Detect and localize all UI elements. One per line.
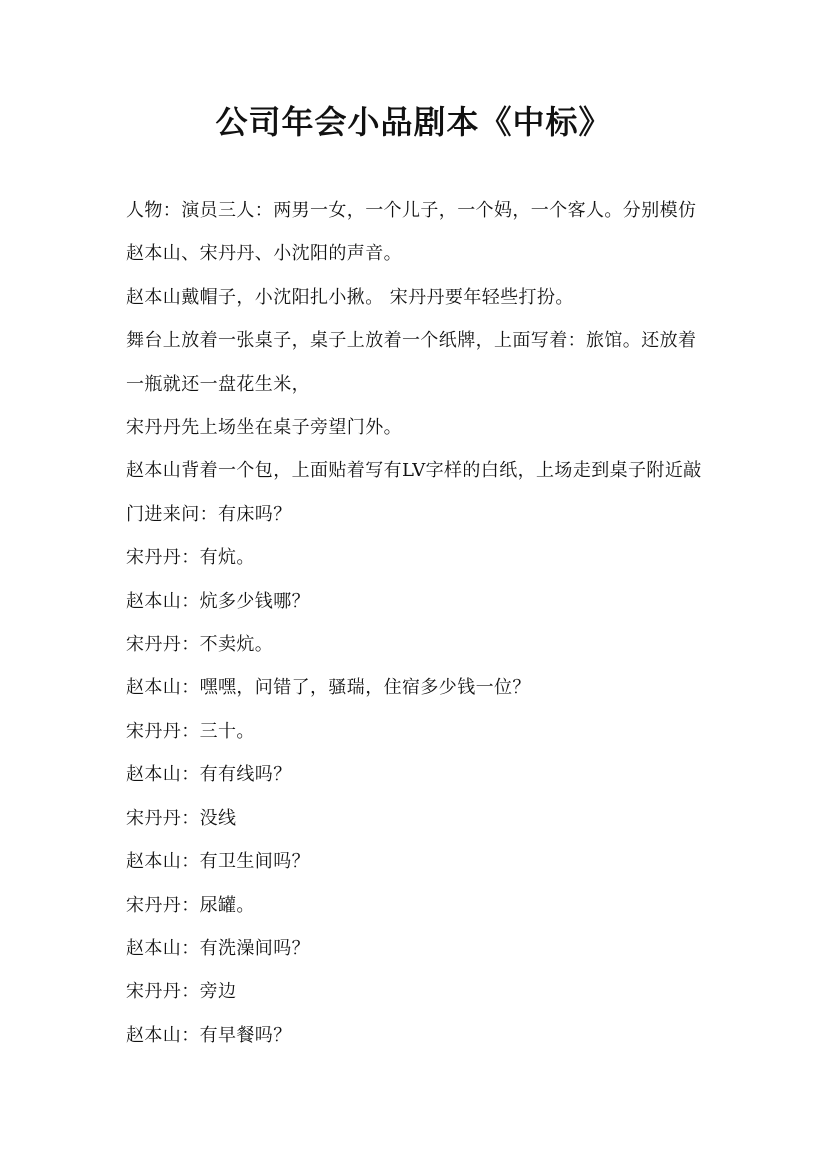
dialogue-line: 赵本山：有有线吗？	[126, 764, 292, 786]
paragraph-costume: 赵本山戴帽子，小沈阳扎小揪。 宋丹丹要年轻些打扮。	[126, 286, 574, 308]
dialogue-line: 赵本山：有早餐吗？	[126, 1024, 292, 1046]
dialogue-line: 赵本山：有洗澡间吗？	[126, 937, 310, 959]
dialogue-line: 宋丹丹：没线	[126, 807, 237, 829]
paragraph-characters: 人物：演员三人：两男一女，一个儿子，一个妈，一个客人。分别模仿赵本山、宋丹丹、小沈阳的声音。	[126, 200, 697, 265]
dialogue-line: 宋丹丹：尿罐。	[126, 894, 255, 916]
paragraph-stage-setup: 舞台上放着一张桌子，桌子上放着一个纸牌，上面写着：旅馆。还放着一瓶就还一盘花生米，	[126, 330, 697, 395]
paragraph-action: 赵本山背着一个包，上面贴着写有LV字样的白纸，上场走到桌子附近敲门进来问：有床吗？	[126, 460, 702, 525]
paragraph-entrance: 宋丹丹先上场坐在桌子旁望门外。	[126, 417, 402, 439]
dialogue-line: 赵本山：炕多少钱哪？	[126, 590, 310, 612]
dialogue-line: 宋丹丹：旁边	[126, 981, 237, 1003]
dialogue-line: 赵本山：有卫生间吗？	[126, 851, 310, 873]
dialogue-line: 宋丹丹：不卖炕。	[126, 634, 274, 656]
dialogue-line: 宋丹丹：有炕。	[126, 547, 255, 569]
dialogue-line: 赵本山：嘿嘿，问错了，骚瑞，住宿多少钱一位？	[126, 677, 531, 699]
document-title: 公司年会小品剧本《中标》	[215, 103, 612, 141]
script-body	[126, 189, 706, 1057]
dialogue-line: 宋丹丹：三十。	[126, 720, 255, 742]
